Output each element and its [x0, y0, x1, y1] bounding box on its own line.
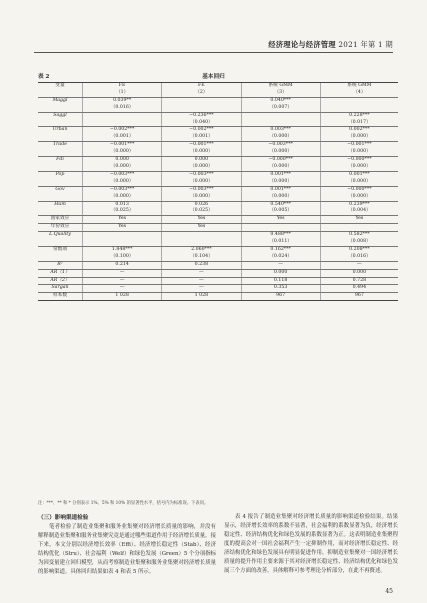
stat-row: [38, 269, 398, 277]
blank-cell: [38, 239, 83, 246]
stat-row: [38, 261, 398, 269]
coef-cell: 0.013: [83, 201, 162, 208]
se-cell: （0.024）: [241, 254, 320, 261]
coef-cell: −0.002***: [162, 127, 241, 134]
coef-row: [38, 157, 398, 164]
coef-cell: −0.003***: [83, 186, 162, 193]
left-paragraph: 笔者检验了制造业集聚和服务业集聚对经济增长质量的影响，并没有解释制造业集聚和服务业集聚究竟是通过哪些渠道作用于经济增长质量。接下来，本文分别以经济增长效率（Effi）、经济增长稳定性（Stab）、经济结构优化（Stru）、社会福利（Welf）和绿色发展（Green）5 个分项指标为因变量建立回归模型，从而考察制造业集聚和服务业集聚对经济增长质量的影响渠道。具体回归结果如表 4 和表 5 所示。: [38, 524, 216, 575]
section-heading: （三）影响渠道检验: [38, 515, 89, 521]
variable-label: Gov: [55, 186, 65, 192]
se-cell: （0.000）: [83, 164, 162, 171]
coef-cell: −0.003***: [162, 171, 241, 178]
header-number-cell: （2）: [162, 90, 241, 97]
se-cell: （0.000）: [162, 149, 241, 156]
blank-cell: [38, 134, 83, 141]
stat-label: R²: [38, 261, 83, 269]
se-row: [38, 105, 398, 112]
coef-cell: 0.488***: [241, 232, 320, 239]
stat-label: AR（2）: [38, 277, 83, 285]
se-row: [38, 134, 398, 141]
coef-cell: 0.026: [162, 201, 241, 208]
fe-label: 国家效应: [38, 216, 83, 224]
se-row: [38, 254, 398, 261]
coef-row: [38, 232, 398, 239]
right-paragraph: 表 4 报告了制造业集聚对经济增长质量的影响渠道检验结果。结果显示，经济增长效率的系数不显著，社会福利的系数显著为负，经济增长稳定性、经济结构优化和绿色发展的系数显著为正。这表明制造业集聚程度的提高会对一国社会福利产生一定抑制作用，而对经济增长稳定性、经济结构优化和绿色发展具有明显促进作用。抑制造业集聚对一国经济增长质量的提升作用主要来源于其对经济增长稳定性、经济结构优化和绿色发展三个方面的改善。具体解释可参考理论分析部分，在此不再赘述。: [224, 514, 398, 574]
coef-cell: 0.000: [162, 157, 241, 164]
se-cell: （0.000）: [83, 179, 162, 186]
se-cell: （0.100）: [83, 254, 162, 261]
se-row: [38, 194, 398, 201]
blank-cell: [38, 120, 83, 127]
blank-cell: [38, 194, 83, 201]
coef-cell: 0.001***: [241, 186, 320, 193]
coef-cell: [162, 97, 241, 104]
coef-row: [38, 112, 398, 119]
coef-cell: 0.582***: [320, 232, 398, 239]
coef-cell: 1.848***: [83, 246, 162, 253]
coef-cell: 2.060***: [162, 246, 241, 253]
coef-cell: 0.003***: [241, 127, 320, 134]
se-cell: （0.007）: [241, 105, 320, 112]
stat-cell: 0.000: [241, 269, 320, 277]
coef-cell: 0.040***: [241, 97, 320, 104]
regression-table: [38, 82, 398, 301]
variable-label: Trade: [53, 142, 67, 148]
se-cell: （0.025）: [83, 208, 162, 215]
se-row: [38, 208, 398, 215]
se-cell: （0.000）: [162, 164, 241, 171]
coef-cell: [83, 232, 162, 239]
header-row: [38, 83, 398, 90]
header-cell: 系统 GMM: [241, 83, 320, 90]
coef-cell: 0.000: [83, 157, 162, 164]
header-rule: [34, 52, 393, 53]
se-cell: （0.005）: [241, 208, 320, 215]
header-cell: 变量: [38, 83, 83, 90]
fe-cell: Yes: [83, 216, 162, 224]
stat-cell: —: [162, 277, 241, 285]
blank-cell: [38, 105, 83, 112]
coef-cell: 0.540***: [241, 201, 320, 208]
coef-cell: 0.002***: [320, 127, 398, 134]
coef-cell: −0.003***: [162, 186, 241, 193]
variable-label: Hum: [54, 201, 66, 207]
stat-row: [38, 285, 398, 293]
variable-label: Maggl: [52, 97, 68, 103]
stat-cell: —: [320, 261, 398, 269]
header-cell: 系统 GMM: [320, 83, 398, 90]
se-cell: [241, 120, 320, 127]
coef-cell: −0.002***: [83, 127, 162, 134]
header-number-cell: （4）: [320, 90, 398, 97]
coef-cell: −0.236***: [162, 112, 241, 119]
coef-cell: −0.000***: [320, 157, 398, 164]
variable-label: Fdi: [56, 157, 64, 163]
se-cell: （0.000）: [241, 164, 320, 171]
se-cell: （0.001）: [83, 134, 162, 141]
coef-cell: −0.001***: [83, 142, 162, 149]
coef-cell: 0.001***: [320, 171, 398, 178]
stat-cell: —: [83, 269, 162, 277]
stat-cell: 0.214: [83, 261, 162, 269]
coef-cell: [83, 112, 162, 119]
stat-cell: 967: [241, 293, 320, 301]
coef-cell: 0.239***: [320, 201, 398, 208]
stat-cell: 0.353: [241, 285, 320, 293]
stat-cell: 0.728: [320, 277, 398, 285]
se-cell: （0.016）: [83, 105, 162, 112]
stat-cell: 0.000: [320, 269, 398, 277]
fixed-effect-row: [38, 216, 398, 224]
stat-cell: —: [162, 269, 241, 277]
se-cell: （0.000）: [320, 164, 398, 171]
blank-cell: [38, 179, 83, 186]
variable-label: Pop: [55, 171, 65, 177]
fe-cell: Yes: [320, 216, 398, 224]
stat-cell: —: [162, 285, 241, 293]
coef-cell: 0.001***: [241, 171, 320, 178]
journal-header: [268, 40, 393, 50]
coef-row: [38, 97, 398, 104]
se-cell: （0.104）: [162, 254, 241, 261]
se-cell: （0.025）: [162, 208, 241, 215]
se-cell: [83, 120, 162, 127]
coef-cell: 0.039**: [83, 97, 162, 104]
se-cell: [162, 105, 241, 112]
stat-cell: —: [83, 277, 162, 285]
fixed-effect-row: [38, 224, 398, 232]
header-cell: FE: [83, 83, 162, 90]
fe-cell: [241, 224, 320, 232]
se-cell: （0.000）: [320, 134, 398, 141]
table-note: 注：***、** 和 * 分别表示 1%、5% 和 10% 的显著性水平，括号内为标准误。下表同。: [38, 501, 209, 506]
se-cell: （0.000）: [162, 194, 241, 201]
se-cell: （0.040）: [162, 120, 241, 127]
se-cell: （0.000）: [241, 149, 320, 156]
header-number-cell: （3）: [241, 90, 320, 97]
se-cell: （0.008）: [320, 239, 398, 246]
variable-label: L.Quality: [49, 232, 71, 238]
blank-cell: [38, 164, 83, 171]
stat-cell: —: [241, 261, 320, 269]
fe-cell: Yes: [162, 216, 241, 224]
fe-cell: [320, 224, 398, 232]
se-row: [38, 120, 398, 127]
se-cell: （0.004）: [320, 208, 398, 215]
stat-cell: —: [83, 285, 162, 293]
coef-cell: [162, 232, 241, 239]
stat-row: [38, 277, 398, 285]
stat-cell: 0.494: [320, 285, 398, 293]
coef-row: [38, 142, 398, 149]
coef-row: [38, 186, 398, 193]
coef-cell: −0.000***: [320, 186, 398, 193]
fe-cell: Yes: [162, 224, 241, 232]
fe-cell: Yes: [83, 224, 162, 232]
journal-issue: 2021 年第 1 期: [338, 40, 393, 49]
se-cell: （0.000）: [320, 179, 398, 186]
se-cell: （0.000）: [241, 134, 320, 141]
se-cell: （0.000）: [83, 149, 162, 156]
stat-label: Sargan: [38, 285, 83, 293]
stat-cell: 0.238: [162, 261, 241, 269]
se-cell: （0.000）: [162, 179, 241, 186]
stat-label: AR（1）: [38, 269, 83, 277]
coef-cell: 0.228***: [320, 112, 398, 119]
table-title: 基本回归: [202, 74, 225, 80]
fe-cell: Yes: [241, 216, 320, 224]
se-cell: （0.000）: [320, 194, 398, 201]
coef-cell: [320, 97, 398, 104]
stat-cell: 1 028: [83, 293, 162, 301]
variable-label: 常数项: [52, 246, 68, 252]
journal-title: 经济理论与经济管理: [268, 40, 336, 49]
se-cell: （0.000）: [83, 194, 162, 201]
coef-cell: 0.208***: [320, 246, 398, 253]
se-row: [38, 164, 398, 171]
stat-cell: 0.118: [241, 277, 320, 285]
stat-row: [38, 293, 398, 301]
coef-row: [38, 201, 398, 208]
blank-cell: [38, 208, 83, 215]
page-number: 45: [385, 588, 393, 595]
se-cell: [162, 239, 241, 246]
variable-label: Urban: [52, 127, 68, 133]
stat-label: 样本数: [38, 293, 83, 301]
coef-cell: −0.001***: [320, 142, 398, 149]
se-cell: （0.000）: [241, 179, 320, 186]
coef-row: [38, 246, 398, 253]
blank-cell: [38, 254, 83, 261]
table-number: 表 2: [38, 74, 50, 80]
coef-cell: 0.162***: [241, 246, 320, 253]
coef-cell: −0.003***: [241, 142, 320, 149]
fe-label: 年份效应: [38, 224, 83, 232]
se-cell: （0.017）: [320, 120, 398, 127]
coef-cell: −0.001***: [162, 142, 241, 149]
stat-cell: 967: [320, 293, 398, 301]
coef-cell: −0.000***: [241, 157, 320, 164]
coef-cell: [241, 112, 320, 119]
coef-cell: −0.003***: [83, 171, 162, 178]
blank-cell: [38, 149, 83, 156]
header-number-cell: （1）: [83, 90, 162, 97]
header-row-numbers: [38, 90, 398, 97]
header-cell: FE: [162, 83, 241, 90]
se-cell: （0.000）: [320, 149, 398, 156]
coef-row: [38, 127, 398, 134]
stat-cell: 1 028: [162, 293, 241, 301]
se-cell: （0.001）: [162, 134, 241, 141]
se-cell: [83, 239, 162, 246]
header-number-cell: [38, 90, 83, 97]
coef-row: [38, 171, 398, 178]
se-row: [38, 239, 398, 246]
se-cell: （0.000）: [241, 194, 320, 201]
se-row: [38, 149, 398, 156]
se-cell: （0.011）: [241, 239, 320, 246]
se-cell: [320, 105, 398, 112]
variable-label: Saggl: [53, 112, 67, 118]
se-row: [38, 179, 398, 186]
se-cell: （0.016）: [320, 254, 398, 261]
